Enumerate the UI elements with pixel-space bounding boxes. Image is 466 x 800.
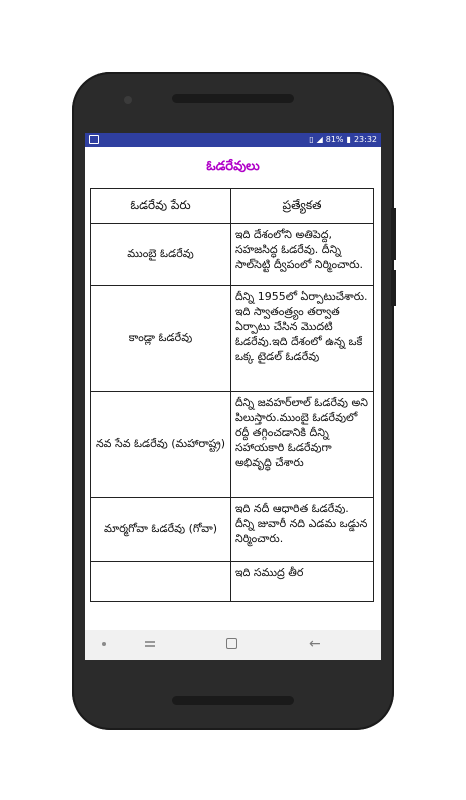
table-row (91, 286, 374, 392)
port-detail: దీన్ని 1955లో ఏర్పాటుచేశారు. ఇది స్వాతంత్ర్యం తర్వాత ఏర్పాటు చేసిన మొదటి ఓడరేవు.ఇది దేశంలో ఉన్న ఒకే ఒక్క టైడల్ ఓడరేవు (231, 286, 374, 392)
page-title: ఓడరేవులు (206, 159, 260, 174)
home-icon[interactable] (226, 638, 237, 649)
table-row (91, 224, 374, 286)
header-port-name: ఓడరేవు పేరు (91, 189, 231, 224)
clock: 23:32 (353, 135, 377, 144)
table-header-row (91, 189, 374, 224)
battery-percent: 81% (325, 135, 344, 144)
battery-icon: ▮ (346, 135, 351, 144)
navigation-bar (85, 630, 381, 660)
ports-table (90, 188, 374, 602)
bottom-speaker (172, 696, 294, 705)
signal-icon: ◢ (316, 135, 323, 144)
port-detail: ఇది సముద్ర తీర (231, 562, 374, 602)
port-name: మార్మగోవా ఓడరేవు (గోవా) (91, 498, 231, 562)
power-button (391, 208, 396, 260)
volume-button (391, 270, 396, 306)
table-row (91, 562, 374, 602)
port-name (91, 562, 231, 602)
front-camera (124, 96, 132, 104)
status-bar (85, 133, 381, 147)
image-icon (89, 135, 99, 144)
port-name: నవ సేవ ఓడరేవు (మహారాష్ట్ర) (91, 392, 231, 498)
table-row (91, 498, 374, 562)
vibrate-icon: ▯ (309, 135, 314, 144)
screen (85, 133, 381, 660)
status-right (309, 134, 377, 146)
table-row (91, 392, 374, 498)
top-speaker (172, 94, 294, 103)
port-detail: ఇది దేశంలోని అతిపెద్ద, సహజసిద్ధ ఓడరేవు. దీన్ని సాల్‌సెట్టి ద్వీపంలో నిర్మించారు. (231, 224, 374, 286)
assistant-dot-icon[interactable] (102, 642, 106, 646)
recent-apps-icon[interactable] (143, 638, 157, 650)
port-detail: ఇది నదీ ఆధారిత ఓడరేవు. దీన్ని జువారీ నది ఎడమ ఒడ్డున నిర్మించారు. (231, 498, 374, 562)
port-name: ముంబై ఓడరేవు (91, 224, 231, 286)
port-detail: దీన్ని జవహర్‌లాల్ ఓడరేవు అని పిలుస్తారు.ముంబై ఓడరేవులో రద్దీ తగ్గించడానికి దీన్ని సహాయకారి ఓడరేవుగా అభివృద్ధి చేశారు (231, 392, 374, 498)
header-speciality: ప్రత్యేకత (231, 189, 374, 224)
ports-table-container[interactable] (90, 188, 373, 579)
back-icon[interactable]: ← (309, 636, 321, 652)
port-name: కాండ్లా ఓడరేవు (91, 286, 231, 392)
